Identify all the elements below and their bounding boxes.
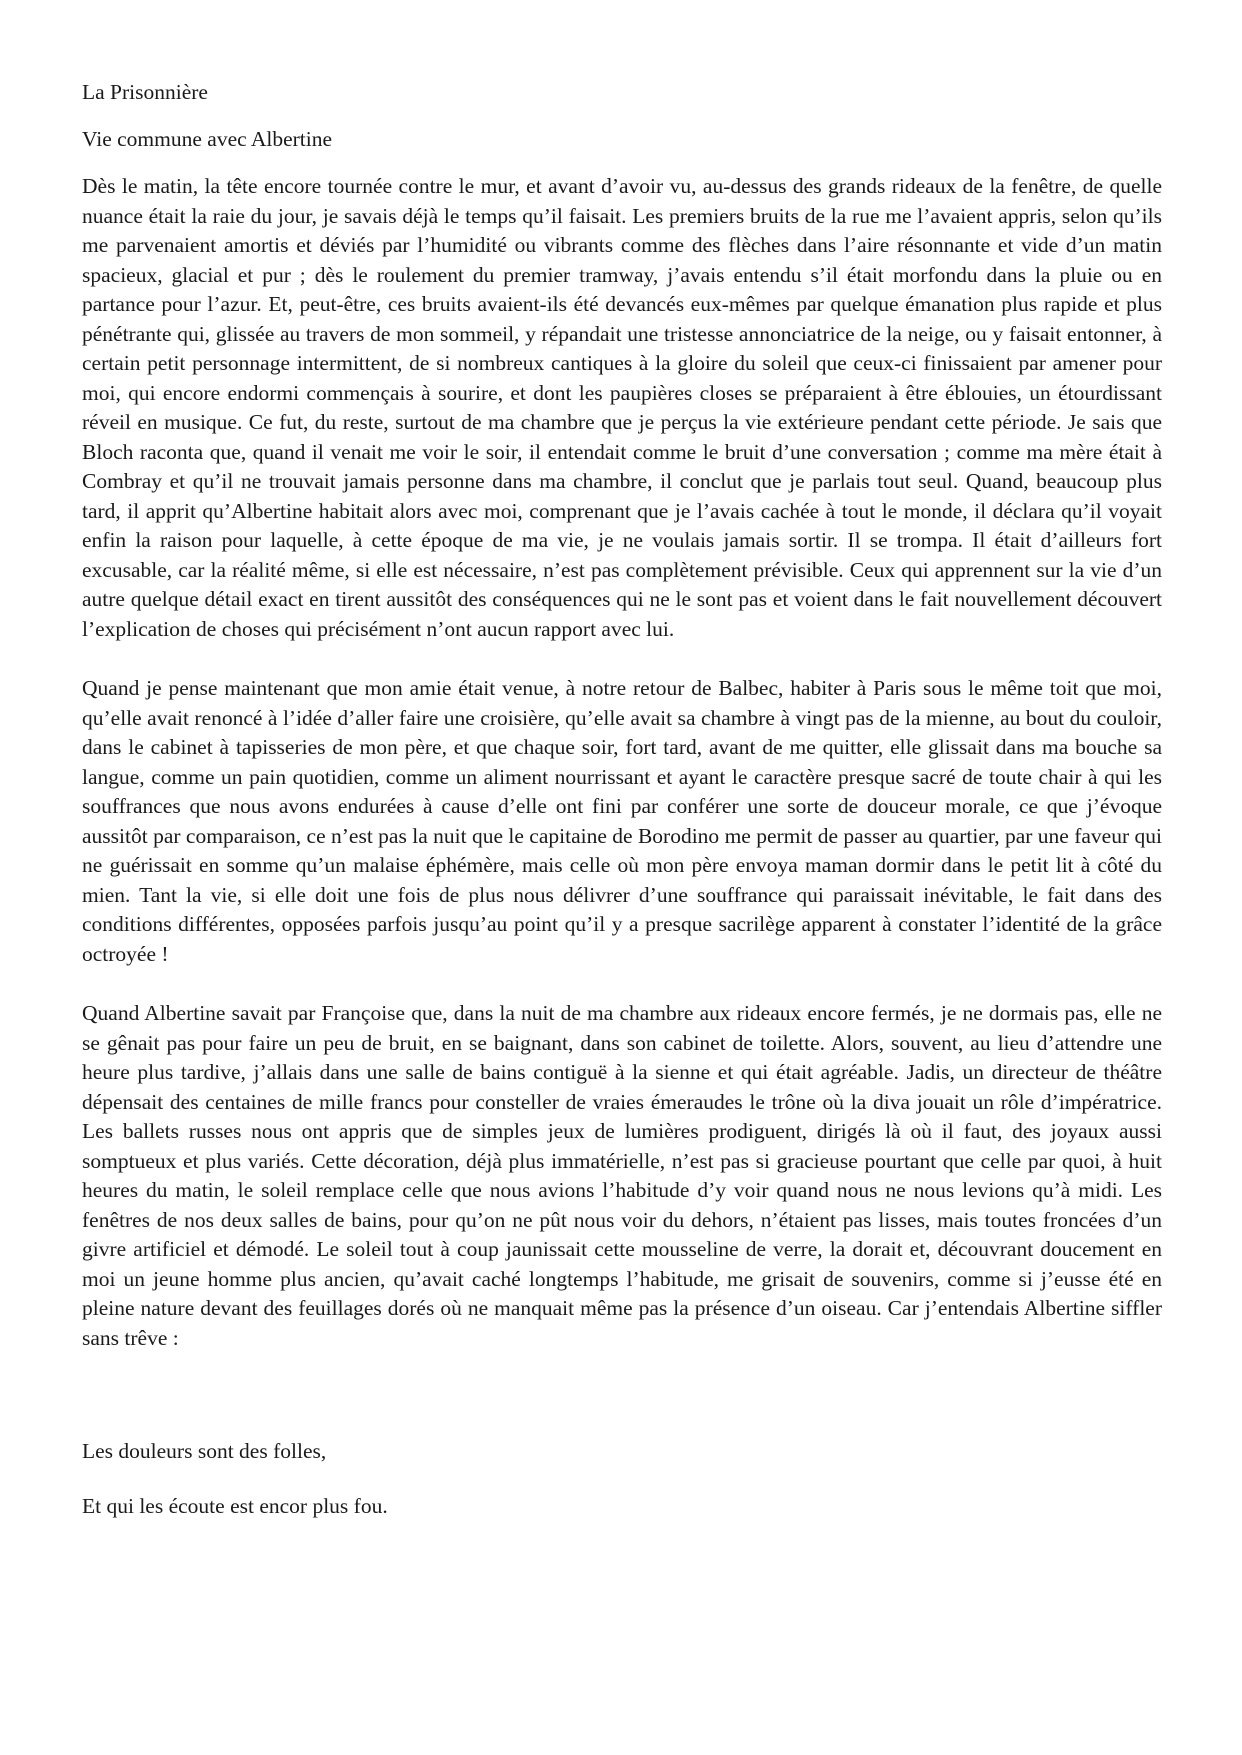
chapter-title: Vie commune avec Albertine [82, 126, 333, 151]
verse-line-2: Et qui les écoute est encor plus fou. [82, 1493, 388, 1518]
paragraph-3: Quand Albertine savait par Françoise que, dans la nuit de ma chambre aux rideaux encore fermés, je ne dormais pas, elle ne se gênait pas pour faire un peu de bruit, en se baignant, dans son cabinet de toilette. Alors, souvent, au lieu d’attendre une heure plus tardive, j’allais dans une salle de bains contiguë à la sienne et qui était agréable. Jadis, un directeur de théâtre dépensait des centaines de mille francs pour consteller de vraies émeraudes le trône où la diva jouait un rôle d’impératrice. Les ballets russes nous ont appris que de simples jeux de lumières prodiguent, dirigés là où il faut, des joyaux aussi somptueux et plus variés. Cette décoration, déjà plus immatérielle, n’est pas si gracieuse pourtant que celle par quoi, à huit heures du matin, le soleil remplace celle que nous avions l’habitude d’y voir quand nous ne nous levions qu’à midi. Les fenêtres de nos deux salles de bains, pour qu’on ne pût nous voir du dehors, n’étaient pas lisses, mais toutes froncées d’un givre artificiel et démodé. Le soleil tout à coup jaunissait cette mousseline de verre, la dorait et, découvrant doucement en moi un jeune homme plus ancien, qu’avait caché longtemps l’habitude, me grisait de souvenirs, comme si j’eusse été en pleine nature devant des feuillages dorés où ne manquait même pas la présence d’un oiseau. Car j’entendais Albertine siffler sans trêve : [82, 1001, 1162, 1350]
verse-line-1: Les douleurs sont des folles, [82, 1439, 327, 1463]
document-page [82, 78, 1162, 1546]
verse-spacer [82, 1353, 1162, 1437]
paragraph-2: Quand je pense maintenant que mon amie était venue, à notre retour de Balbec, habiter à Paris sous le même toit que moi, qu’elle avait renoncé à l’idée d’aller faire une croisière, qu’elle avait sa chambre à vingt pas de la mienne, au bout du couloir, dans le cabinet à tapisseries de mon père, et que chaque soir, fort tard, avant de me quitter, elle glissait dans ma bouche sa langue, comme un pain quotidien, comme un aliment nourrissant et ayant le caractère presque sacré de toute chair à qui les souffrances que nous avons endurées à cause d’elle ont fini par conférer une sorte de douceur morale, ce que j’évoque aussitôt par comparaison, ce n’est pas la nuit que le capitaine de Borodino me permit de passer au quartier, par une faveur qui ne guérissait en somme qu’un malaise éphémère, mais celle où mon père envoya maman dormir dans le petit lit à côté du mien. Tant la vie, si elle doit une fois de plus nous délivrer d’une souffrance qui paraissait inévitable, le fait dans des conditions différentes, opposées parfois jusqu’au point qu’il y a presque sacrilège apparent à constater l’identité de la grâce octroyée ! [82, 676, 1162, 966]
book-title: La Prisonnière [82, 80, 208, 104]
paragraph-1: Dès le matin, la tête encore tournée contre le mur, et avant d’avoir vu, au-dessus des grands rideaux de la fenêtre, de quelle nuance était la raie du jour, je savais déjà le temps qu’il faisait. Les premiers bruits de la rue me l’avaient appris, selon qu’ils me parvenaient amortis et déviés par l’humidité ou vibrants comme des flèches dans l’aire résonnante et vide d’un matin spacieux, glacial et pur ; dès le roulement du premier tramway, j’avais entendu s’il était morfondu dans la pluie ou en partance pour l’azur. Et, peut-être, ces bruits avaient-ils été devancés eux-mêmes par quelque émanation plus rapide et plus pénétrante qui, glissée au travers de mon sommeil, y répandait une tristesse annonciatrice de la neige, ou y faisait entonner, à certain petit personnage intermittent, de si nombreux cantiques à la gloire du soleil que ceux-ci finissaient par amener pour moi, qui encore endormi commençais à sourire, et dont les paupières closes se préparaient à être éblouies, un étourdissant réveil en musique. Ce fut, du reste, surtout de ma chambre que je perçus la vie extérieure pendant cette période. Je sais que Bloch raconta que, quand il venait me voir le soir, il entendait comme le bruit d’une conversation ; comme ma mère était à Combray et qu’il ne trouvait jamais personne dans ma chambre, il conclut que je parlais tout seul. Quand, beaucoup plus tard, il apprit qu’Albertine habitait alors avec moi, comprenant que je l’avais cachée à tout le monde, il déclara qu’il voyait enfin la raison pour laquelle, à cette époque de ma vie, je ne voulais jamais sortir. Il se trompa. Il était d’ailleurs fort excusable, car la réalité même, si elle est nécessaire, n’est pas complètement prévisible. Ceux qui apprennent sur la vie d’un autre quelque détail exact en tirent aussitôt des conséquences qui ne le sont pas et voient dans le fait nouvellement découvert l’explication de choses qui précisément n’ont aucun rapport avec lui. [82, 174, 1162, 641]
